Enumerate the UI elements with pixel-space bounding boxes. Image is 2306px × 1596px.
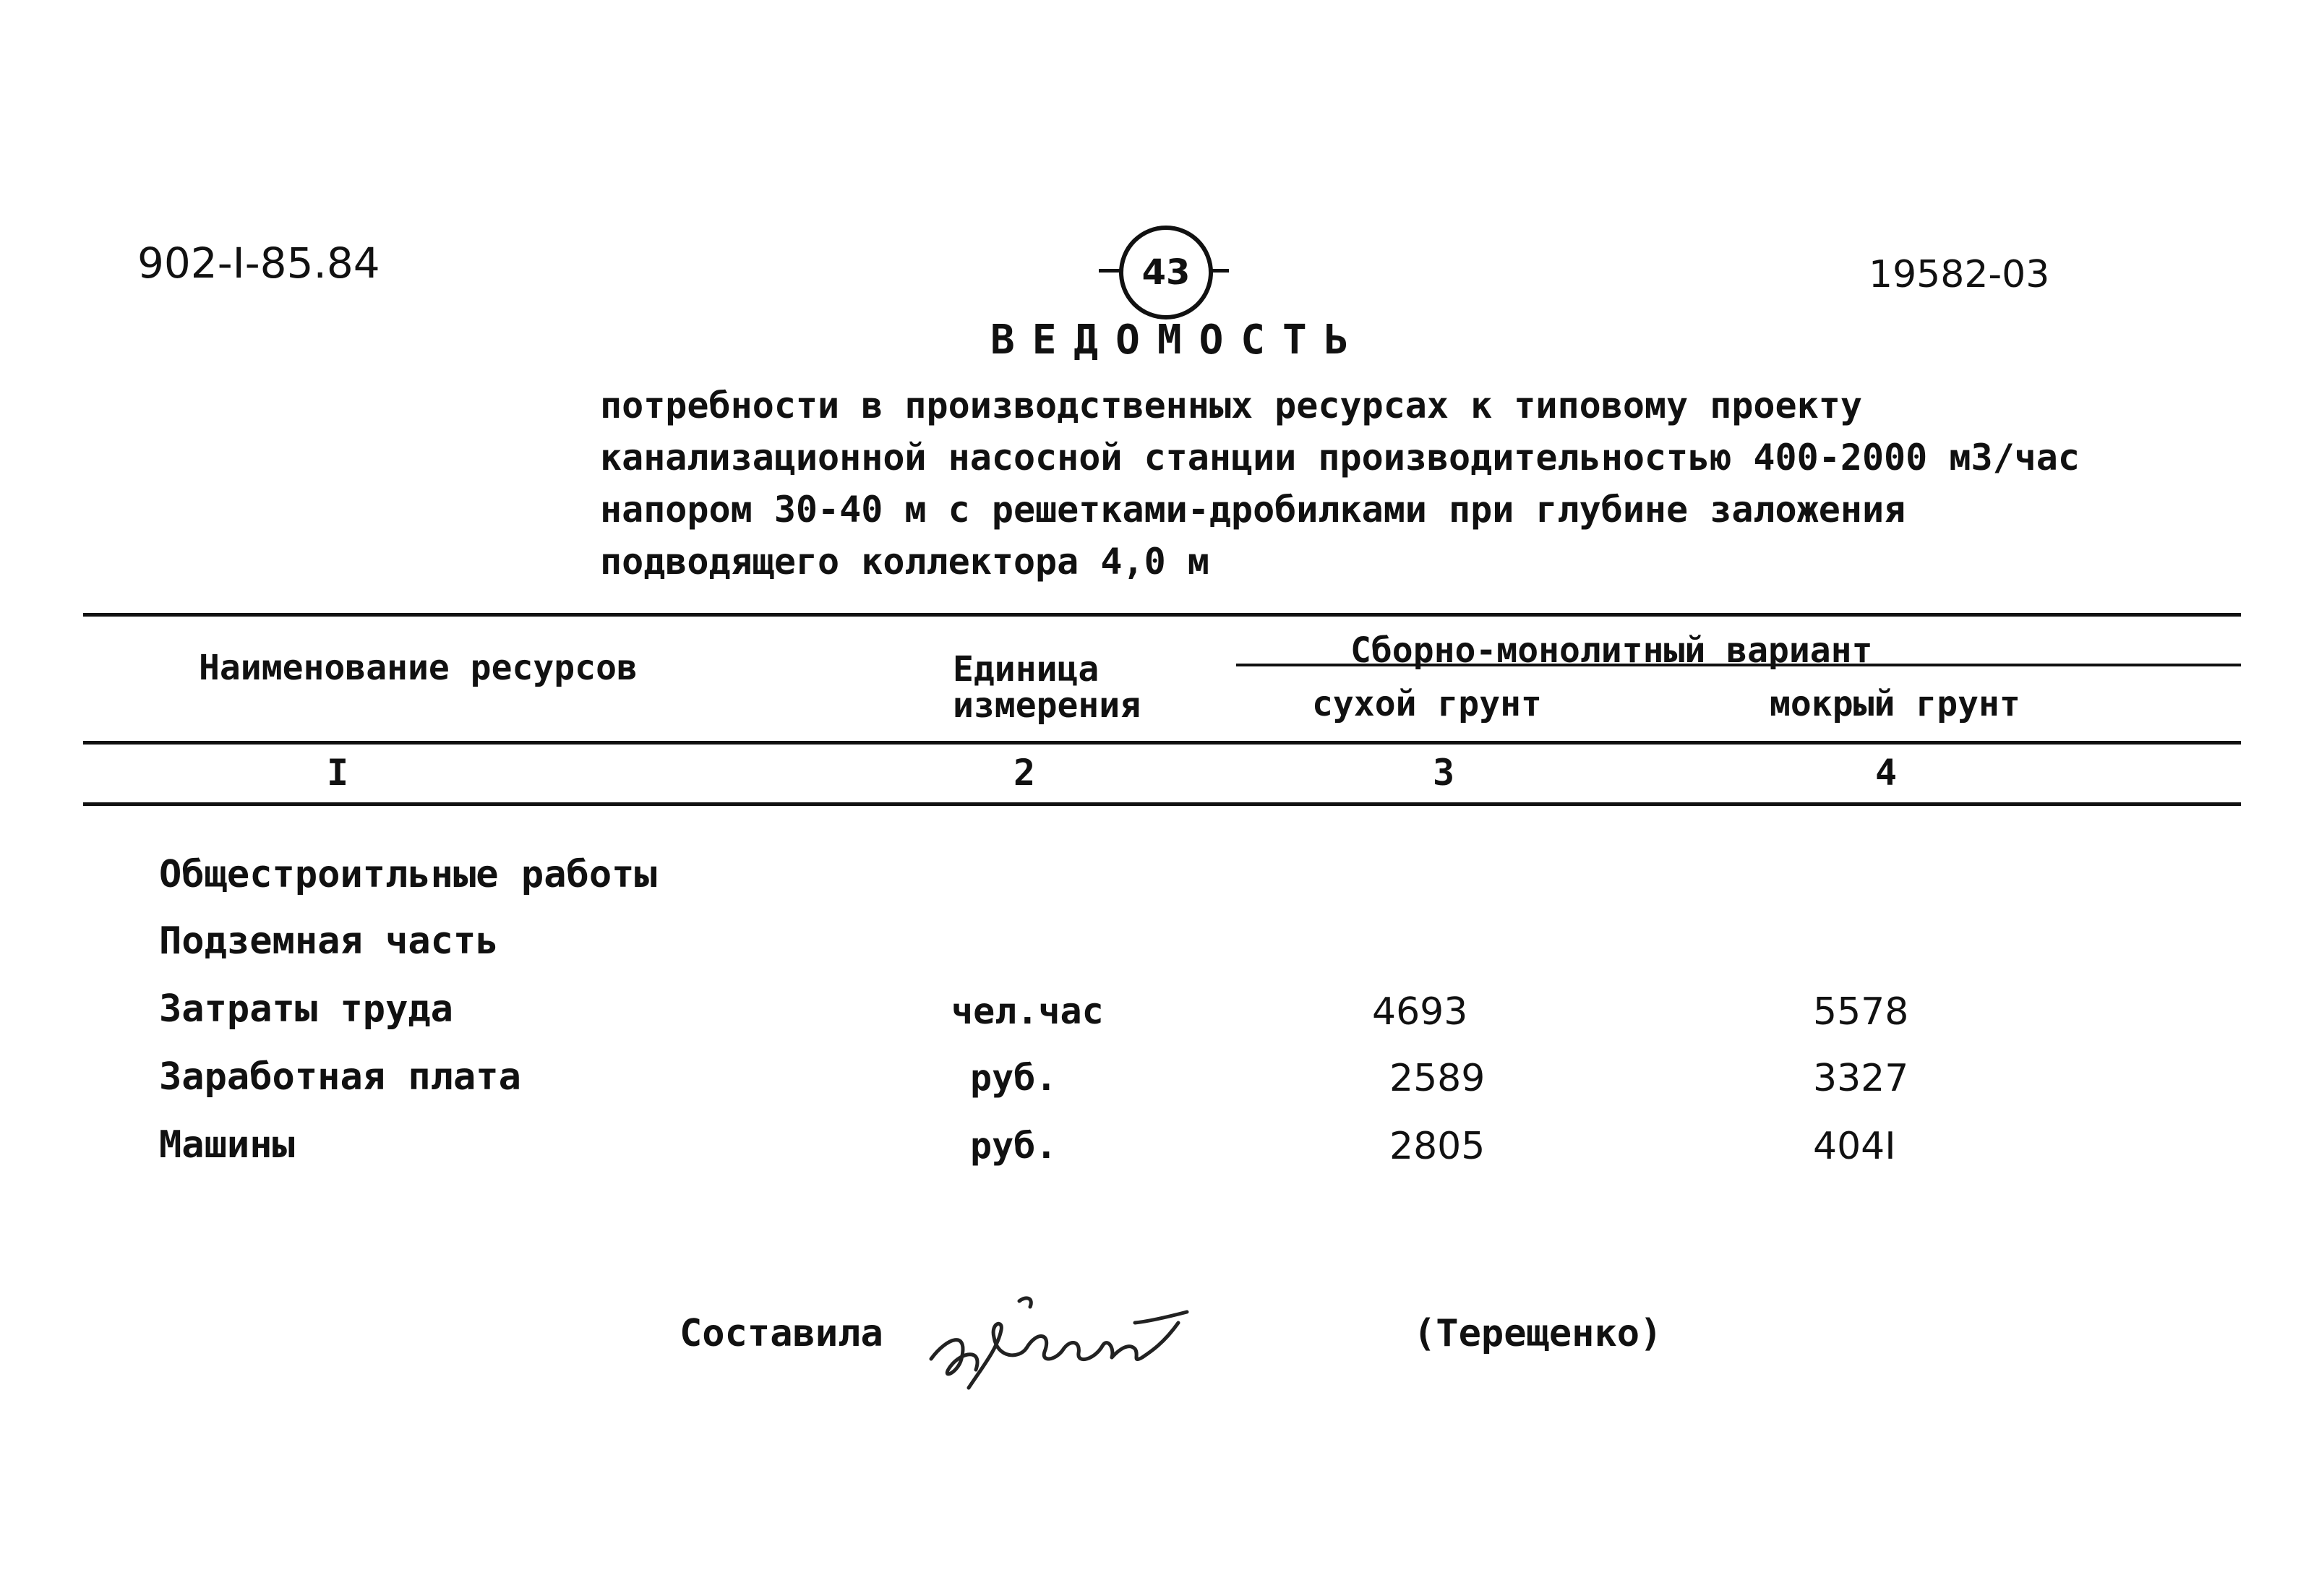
row-label-wages: Заработная плата — [159, 1055, 521, 1099]
row-wet-wages: 3327 — [1813, 1057, 1909, 1100]
row-dry-machines: 2805 — [1389, 1125, 1486, 1168]
row-label-machines: Машины — [159, 1123, 295, 1167]
table-top-rule — [83, 613, 2241, 617]
archive-number: 19582-03 — [1869, 253, 2050, 296]
document-code: 902-I-85.84 — [137, 239, 380, 288]
column-number-2: 2 — [1013, 752, 1036, 794]
header-unit-line-1: Единица — [953, 649, 1100, 690]
section-general-construction: Общестроитльные работы — [159, 853, 657, 896]
row-dry-labor: 4693 — [1372, 990, 1468, 1034]
header-unit-line-2: измерения — [953, 685, 1141, 726]
header-variant: Сборно-монолитный вариант — [1350, 630, 1873, 671]
handwritten-signature — [918, 1279, 1193, 1402]
row-wet-labor: 5578 — [1813, 990, 1909, 1034]
column-number-1: I — [327, 752, 349, 794]
header-bottom-rule — [83, 741, 2241, 745]
signer-name: (Терещенко) — [1413, 1312, 1663, 1355]
subtitle-line-3: напором 30-40 м с решетками-дробилками при глубине заложения — [600, 489, 1906, 531]
row-unit-wages: руб. — [970, 1057, 1058, 1099]
column-number-4: 4 — [1875, 752, 1898, 794]
section-underground-part: Подземная часть — [159, 919, 499, 963]
row-unit-machines: руб. — [970, 1125, 1058, 1167]
header-wet-soil: мокрый грунт — [1770, 684, 2020, 724]
row-dry-wages: 2589 — [1389, 1057, 1486, 1100]
row-unit-labor: чел.час — [951, 990, 1104, 1032]
compiled-by-label: Составила — [680, 1312, 883, 1355]
header-dry-soil: сухой грунт — [1312, 684, 1542, 724]
document-title: ВЕДОМОСТЬ — [990, 317, 1366, 364]
page-number-dash-right — [1209, 269, 1229, 273]
subtitle-line-4: подводящего коллектора 4,0 м — [600, 541, 1209, 583]
header-resource-name: Наименование ресурсов — [199, 648, 638, 688]
page-number: 43 — [1141, 252, 1191, 293]
column-number-3: 3 — [1433, 752, 1455, 794]
subtitle-line-2: канализационной насосной станции производительностью 400-2000 м3/час — [600, 437, 2080, 479]
row-label-labor: Затраты труда — [159, 987, 453, 1031]
column-numbers-bottom-rule — [83, 802, 2241, 806]
subtitle-line-1: потребности в производственных ресурсах к типовому проекту — [600, 385, 1862, 426]
row-wet-machines: 404I — [1813, 1125, 1896, 1168]
